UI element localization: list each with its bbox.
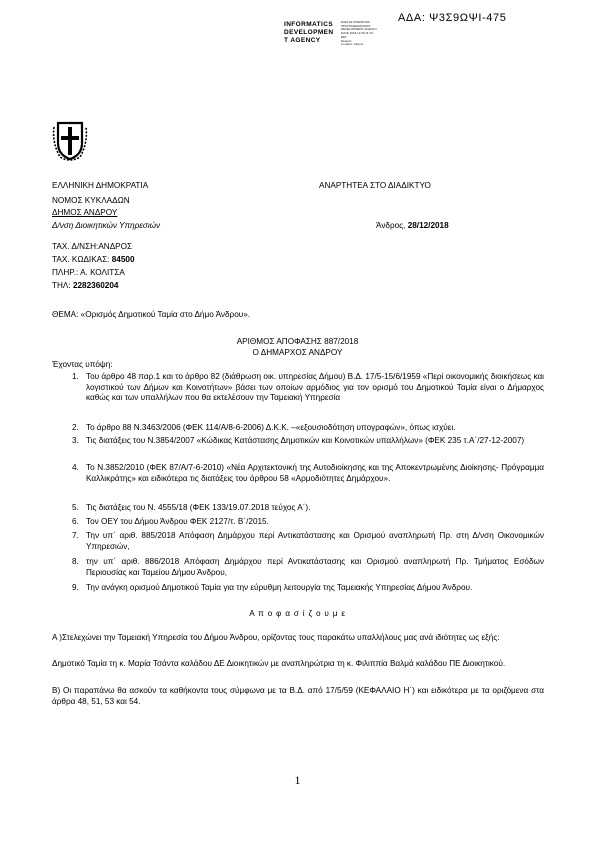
consideration-number: 9. — [72, 583, 79, 592]
contact-postcode — [52, 254, 135, 265]
consideration-text: Την υπ΄ αριθ. 885/2018 Απόφαση Δημάρχου περί Αντικατάστασης και Ορισμού αναπληρωτή Πρ. στη Δ/νση Οικονομικών Υπηρεσιών, — [86, 531, 544, 551]
ida-logo-line: DEVELOPMEN — [284, 29, 334, 36]
contact-info: ΠΛΗΡ.: Α. ΚΟΛΙΤΣΑ — [52, 268, 125, 277]
issuer-prefecture: ΝΟΜΟΣ ΚΥΚΛΑΔΩΝ — [52, 196, 130, 205]
digital-signature-details: ΕΛΕΓΞΕ ΣΠΕΡΙΣΤΕΣ ΠΡΟΓΡΑΜΜΑΤΙΣΜΟΥ DEVELOPMENT AGENCY DATE 2018.12.28 11:15: EET Reason: Location: Athens — [341, 20, 377, 47]
decision-title: ΑΡΙΘΜΟΣ ΑΠΟΦΑΣΗΣ 887/2018 — [236, 337, 359, 346]
greek-coat-of-arms-icon — [52, 117, 88, 163]
contact-address: ΤΑΧ. Δ/ΝΣΗ:ΑΝΔΡΟΣ — [52, 242, 133, 251]
phone-label: ΤΗΛ: — [52, 281, 73, 290]
paragraph-a: Α )Στελεχώνει την Ταμειακή Υπηρεσία του Δήμου Άνδρου, ορίζοντας τους παρακάτω υπαλλήλους μας ανά ιδιότητες ως εξής: — [52, 633, 500, 642]
decide-heading: Α π ο φ α σ ί ζ ο υ μ ε — [249, 609, 346, 618]
phone-value: 2282360204 — [72, 281, 119, 290]
consideration-number: 8. — [72, 557, 79, 566]
issuer-directorate: Δ/νση Διοικητικών Υπηρεσιών — [52, 221, 161, 230]
postcode-label: ΤΑΧ. ΚΩΔΙΚΑΣ: — [52, 255, 112, 264]
publish-notice: ΑΝΑΡΤΗΤΕΑ ΣΤΟ ΔΙΑΔΙΚΤΥΟ — [319, 181, 431, 190]
issuer-country: ΕΛΛΗΝΙΚΗ ΔΗΜΟΚΡΑΤΙΑ — [52, 181, 149, 190]
contact-phone — [52, 280, 118, 291]
paragraph-b: Β) Οι παραπάνω θα ασκούν τα καθήκοντα τους σύμφωνα με τα Β.Δ. από 17/5/59 (ΚΕΦΑΛΑΙΟ Η΄) και ειδικότερα με τα οριζόμενα στα άρθρα 48, 51, 53 και 54. — [52, 686, 544, 706]
consideration-number: 3. — [72, 436, 79, 445]
consideration-number: 7. — [72, 531, 79, 540]
postcode-value: 84500 — [111, 255, 135, 264]
page-number: 1 — [294, 773, 301, 787]
ada-code: ΑΔΑ: Ψ3Σ9ΩΨΙ-475 — [398, 12, 507, 24]
issuer-municipality: ΔΗΜΟΣ ΑΝΔΡΟΥ — [52, 208, 118, 217]
consideration-text: την υπ΄ αριθ. 886/2018 Απόφαση Δημάρχου περί Αντικατάστασης και Ορισμού αναπληρωτή Πρ. Τμήματος Εσόδων Περιουσίας και Ταμείου Δήμου Άνδρου, — [86, 557, 544, 577]
consideration-text: Τις διατάξεις του Ν.3854/2007 «Κώδικας Κατάστασης Δημοτικών και Κοινοτικών υπαλλήλων» (ΦΕΚ 235 τ.Α΄/27-12-2007) — [86, 436, 525, 445]
ida-logo-line: T AGENCY — [284, 37, 321, 44]
decision-date: 28/12/2018 — [407, 221, 449, 230]
place-date — [376, 220, 449, 231]
consideration-text: Του άρθρο 48 παρ.1 και το άρθρο 82 (διάθρωση οικ. υπηρεσίας Δήμου) Β.Δ. 17/5-15/6/1959 «Περί οικονομικής διοικήσεως και λογιστικού των Δήμων και Κοινοτήτων» βάσει των οποίων αρμόδιος για τον ορισμό του Δημοτικού Ταμία είναι ο Δήμαρχος καθώς και των υπαλλήλων που θα εκτελέσουν την Ταμειακή Υπηρεσία — [86, 372, 544, 402]
consideration-number: 6. — [72, 517, 79, 526]
having-regard-heading: Έχοντας υπόψη: — [52, 360, 113, 369]
paragraph-a-detail: Δημοτικό Ταμία τη κ. Μαρία Τσάντα καλάδου ΔΕ Διοικητικών με αναπληρώτρια τη κ. Φιλιππία Βαλμά καλάδου ΠΕ Διοικητικού. — [52, 659, 506, 668]
ida-logo-text — [284, 21, 334, 45]
consideration-text: Τον ΟΕΥ του Δήμου Άνδρου ΦΕΚ 2127/τ. Β΄/2015. — [86, 517, 269, 526]
consideration-text: Τις διατάξεις του Ν. 4555/18 (ΦΕΚ 133/19.07.2018 τεύχος Α΄). — [86, 503, 311, 512]
consideration-number: 4. — [72, 463, 79, 472]
consideration-number: 1. — [72, 372, 79, 381]
ida-logo-line: INFORMATICS — [284, 21, 334, 28]
consideration-text: Την ανάγκη ορισμού Δημοτικού Ταμία για την εύρυθμη λειτουργία της Ταμειακής Υπηρεσίας Δήμου Άνδρου. — [86, 583, 473, 592]
decision-author: Ο ΔΗΜΑΡΧΟΣ ΑΝΔΡΟΥ — [252, 348, 343, 357]
consideration-number: 5. — [72, 503, 79, 512]
consideration-text: Το Ν.3852/2010 (ΦΕΚ 87/Α/7-6-2010) «Νέα Αρχιτεκτονική της Αυτοδιοίκησης και της Αποκεντρωμένης Διοίκησης- Πρόγραμμα Καλλικράτης» και ειδικότερα τις διατάξεις του άρθρου 58 «Αρμοδιότητες Δημάρχου». — [86, 463, 544, 483]
consideration-text: Το άρθρο 88 Ν.3463/2006 (ΦΕΚ 114/Α/8-6-2006) Δ.Κ.Κ. –«εξουσιοδότηση υπογραφών», όπως ισχύει. — [86, 423, 456, 432]
subject-line: ΘΕΜΑ: «Ορισμός Δημοτικού Ταμία στο Δήμο Άνδρου». — [52, 310, 251, 319]
place-label: Άνδρος, — [376, 221, 408, 230]
consideration-number: 2. — [72, 423, 79, 432]
